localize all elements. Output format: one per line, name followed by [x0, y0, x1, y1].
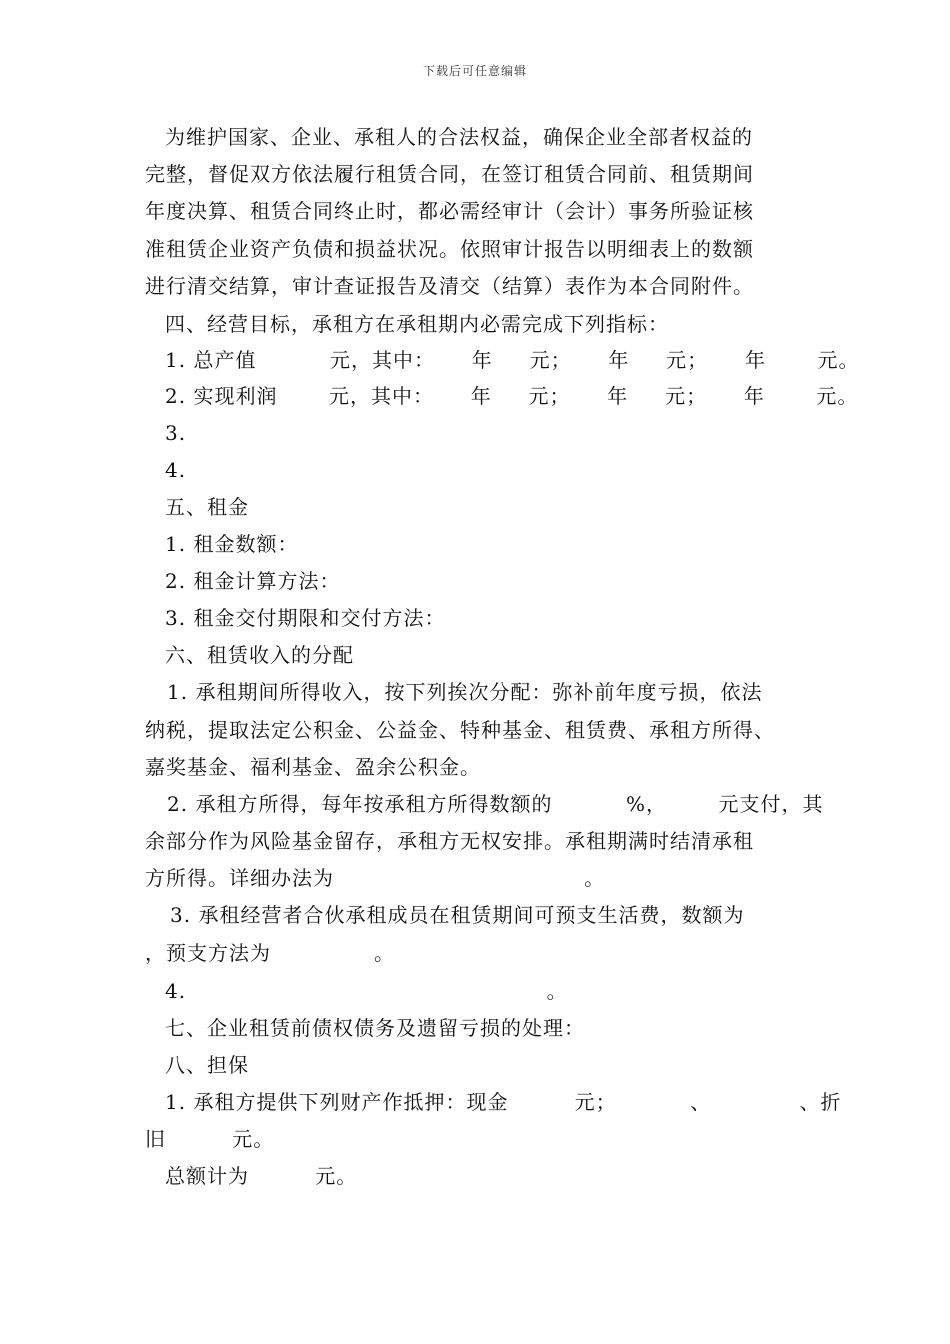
list-item: 1. 总产值 元，其中： 年 元； 年 元； 年 元。: [165, 348, 860, 372]
list-item: 2. 承租方所得，每年按承租方所得数额的 %， 元支付，其: [167, 792, 824, 816]
paragraph-line: 方所得。详细办法为 。: [145, 866, 606, 890]
section-heading-4: 四、经营目标，承租方在承租期内必需完成下列指标：: [165, 312, 669, 336]
list-item: 1. 承租方提供下列财产作抵押：现金 元； 、 、折: [165, 1090, 842, 1114]
paragraph-line: 余部分作为风险基金留存，承租方无权安排。承租期满时结清承租: [145, 829, 754, 853]
list-item: 2. 实现利润 元，其中： 年 元； 年 元； 年 元。: [165, 384, 859, 408]
section-heading-8: 八、担保: [165, 1053, 249, 1077]
paragraph-line: ，预支方法为 。: [145, 941, 396, 965]
list-item: 3. 租金交付期限和交付方法：: [165, 606, 446, 630]
paragraph-line: 年度决算、租赁合同终止时，都必需经审计（会计）事务所验证核: [145, 199, 754, 223]
paragraph-line: 完整，督促双方依法履行租赁合同，在签订租赁合同前、租赁期间: [145, 162, 754, 186]
list-item: 4. 。: [165, 979, 568, 1003]
paragraph-line: 嘉奖基金、福利基金、盈余公积金。: [145, 755, 481, 779]
list-item: 3. 承租经营者合伙承租成员在租赁期间可预支生活费，数额为: [170, 903, 745, 927]
paragraph-line: 为维护国家、企业、承租人的合法权益，确保企业全部者权益的: [165, 125, 753, 149]
paragraph-line: 总额计为 元。: [165, 1164, 358, 1188]
list-item: 1. 承租期间所得收入，按下列挨次分配：弥补前年度亏损，依法: [167, 680, 763, 704]
page-header: 下载后可任意编辑: [422, 64, 527, 78]
section-heading-7: 七、企业租赁前债权债务及遗留亏损的处理：: [165, 1016, 585, 1040]
section-heading-6: 六、租赁收入的分配: [165, 643, 354, 667]
list-item: 1. 租金数额：: [165, 532, 299, 556]
paragraph-line: 准租赁企业资产负债和损益状况。依照审计报告以明细表上的数额: [145, 237, 754, 261]
list-item: 3.: [165, 421, 187, 445]
paragraph-line: 旧 元。: [145, 1127, 275, 1151]
paragraph-line: 纳税，提取法定公积金、公益金、特种基金、租赁费、承租方所得、: [145, 718, 775, 742]
paragraph-line: 进行清交结算，审计查证报告及清交（结算）表作为本合同附件。: [145, 274, 754, 298]
section-heading-5: 五、租金: [165, 495, 249, 519]
list-item: 4.: [165, 458, 187, 482]
list-item: 2. 租金计算方法：: [165, 569, 341, 593]
